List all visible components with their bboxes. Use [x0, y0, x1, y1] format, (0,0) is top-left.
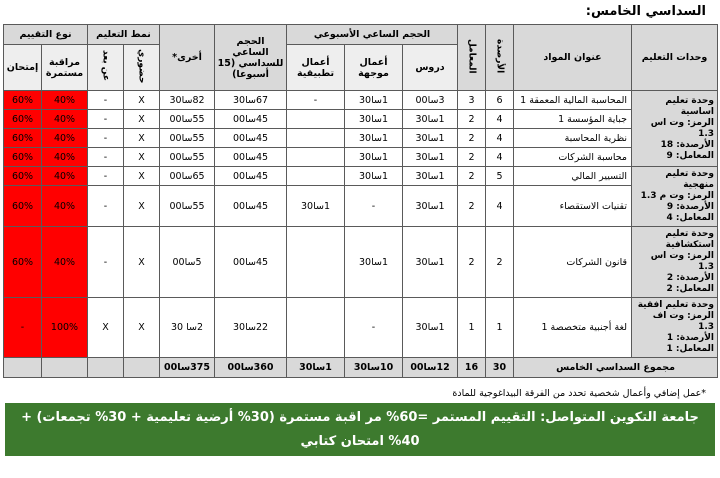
cell-pres: X [124, 298, 160, 358]
header-eval: نوع التقييم [4, 25, 88, 45]
table-row [4, 227, 718, 298]
cell-sem: 45سا00 [215, 186, 287, 227]
cell-tut: 1سا30 [345, 148, 403, 167]
header-credits: الأرصدة [494, 38, 505, 74]
total-other: 375سا00 [160, 358, 215, 378]
cell-tut: 1سا30 [345, 167, 403, 186]
cell-remote: X [88, 298, 124, 358]
cell-pres: X [124, 148, 160, 167]
cell-prac: - [287, 91, 345, 110]
cell-pres: X [124, 129, 160, 148]
cell-tut: 1سا30 [345, 227, 403, 298]
table-row [4, 298, 718, 358]
header-units: وحدات التعليم [632, 25, 718, 91]
header-presential: حضوري [136, 48, 147, 84]
cell-credits: 6 [486, 91, 514, 110]
total-label: مجموع السداسي الخامس [514, 358, 718, 378]
cell-credits: 2 [486, 227, 514, 298]
cell-sem: 45سا00 [215, 167, 287, 186]
cell-exam: 60% [4, 186, 42, 227]
cell-exam: 60% [4, 167, 42, 186]
cell-remote: - [88, 110, 124, 129]
cell-remote: - [88, 91, 124, 110]
cell-coef: 2 [458, 129, 486, 148]
cell-coef: 1 [458, 298, 486, 358]
header-remote: عن بعد [100, 50, 111, 82]
cell-pres: X [124, 227, 160, 298]
cell-sem: 22سا30 [215, 298, 287, 358]
cell-subject: لغة أجنبية متخصصة 1 [514, 298, 632, 358]
cell-prac [287, 227, 345, 298]
table-row [4, 91, 718, 110]
cell-other: 55سا00 [160, 186, 215, 227]
cell-subject: تقنيات الاستقصاء [514, 186, 632, 227]
cell-exam: 60% [4, 227, 42, 298]
cell-subject: المحاسبة المالية المعمقة 1 [514, 91, 632, 110]
banner-line-1: جامعة التكوين المتواصل: التقييم المستمر =60% مر اقبة مستمرة (30% أرضية تعليمية + 30% تجمعات) + 40% امتحان كتابي [21, 410, 699, 449]
cell-cont: 40% [42, 186, 88, 227]
header-practicals: أعمال تطبيقية [287, 45, 345, 91]
header-weekly: الحجم الساعي الأسبوعي [287, 25, 458, 45]
cell-prac [287, 298, 345, 358]
cell-credits: 4 [486, 186, 514, 227]
cell-pres: X [124, 186, 160, 227]
cell-credits: 4 [486, 129, 514, 148]
cell-other: 2سا 30 [160, 298, 215, 358]
cell-tut: 1سا30 [345, 129, 403, 148]
footnote: *عمل إضافي وأعمال شخصية تحدد من الفرقة البيداغوجية للمادة [452, 388, 706, 399]
cell-subject: جباية المؤسسة 1 [514, 110, 632, 129]
unit-label: وحدة تعليم استكشافية الرمز: وت اس 1.3 الأرصدة: 2 المعامل: 2 [632, 227, 718, 298]
cell-remote: - [88, 148, 124, 167]
total-lec: 12سا00 [403, 358, 458, 378]
unit-label: وحدة تعليم منهجية الرمز: وت م 1.3 الأرصدة: 9 المعامل: 4 [632, 167, 718, 227]
cell-tut: - [345, 298, 403, 358]
cell-credits: 1 [486, 298, 514, 358]
cell-coef: 3 [458, 91, 486, 110]
cell-tut: 1سا30 [345, 91, 403, 110]
cell-cont: 40% [42, 167, 88, 186]
cell-lec: 1سا30 [403, 148, 458, 167]
unit-label: وحدة تعليم اساسية الرمز: وت اس 1.3 الأرصدة: 18 المعامل: 9 [632, 91, 718, 167]
cell-coef: 2 [458, 227, 486, 298]
header-mode: نمط التعليم [88, 25, 160, 45]
banner-line-2: المواد غير الأساسية وغير التقنية 60% مر اقبة مستمرة (أرضية تعليمية) + 40% امتحان كتابي [63, 458, 657, 473]
cell-other: 55سا00 [160, 129, 215, 148]
header-exam: إمتحان [4, 45, 42, 91]
table-row [4, 167, 718, 186]
cell-prac [287, 148, 345, 167]
table-row [4, 129, 718, 148]
cell-remote: - [88, 227, 124, 298]
cell-sem: 45سا00 [215, 110, 287, 129]
cell-credits: 5 [486, 167, 514, 186]
total-coef: 16 [458, 358, 486, 378]
cell-prac [287, 167, 345, 186]
cell-lec: 1سا30 [403, 227, 458, 298]
cell-other: 82سا30 [160, 91, 215, 110]
cell-sem: 45سا00 [215, 227, 287, 298]
cell-sem: 67سا30 [215, 91, 287, 110]
header-other: أخرى* [160, 25, 215, 91]
cell-tut: 1سا30 [345, 110, 403, 129]
cell-credits: 4 [486, 148, 514, 167]
cell-exam: 60% [4, 91, 42, 110]
cell-pres: X [124, 110, 160, 129]
cell-lec: 1سا30 [403, 167, 458, 186]
cell-coef: 2 [458, 110, 486, 129]
cell-tut: - [345, 186, 403, 227]
curriculum-table [3, 24, 718, 378]
cell-lec: 1سا30 [403, 186, 458, 227]
cell-lec: 1سا30 [403, 110, 458, 129]
cell-subject: التسيير المالي [514, 167, 632, 186]
cell-sem: 45سا00 [215, 148, 287, 167]
cell-lec: 1سا30 [403, 298, 458, 358]
cell-remote: - [88, 186, 124, 227]
header-continuous: مراقبة مستمرة [42, 45, 88, 91]
cell-coef: 2 [458, 186, 486, 227]
total-prac: 1سا30 [287, 358, 345, 378]
cell-other: 5سا00 [160, 227, 215, 298]
cell-exam: - [4, 298, 42, 358]
cell-prac: 1سا30 [287, 186, 345, 227]
cell-exam: 60% [4, 148, 42, 167]
table-row [4, 110, 718, 129]
header-lectures: دروس [403, 45, 458, 91]
header-tutorials: أعمال موجهة [345, 45, 403, 91]
cell-lec: 3سا00 [403, 91, 458, 110]
cell-subject: نظرية المحاسبة [514, 129, 632, 148]
evaluation-banner [5, 403, 715, 473]
cell-other: 65سا00 [160, 167, 215, 186]
cell-subject: قانون الشركات [514, 227, 632, 298]
cell-exam: 60% [4, 110, 42, 129]
total-sem: 360سا00 [215, 358, 287, 378]
cell-remote: - [88, 129, 124, 148]
cell-pres: X [124, 91, 160, 110]
cell-cont: 40% [42, 129, 88, 148]
cell-other: 55سا00 [160, 148, 215, 167]
cell-cont: 100% [42, 298, 88, 358]
header-subjects: عنوان المواد [514, 25, 632, 91]
cell-exam: 60% [4, 129, 42, 148]
cell-pres: X [124, 167, 160, 186]
cell-remote: - [88, 167, 124, 186]
page-title: السداسي الخامس: [585, 4, 706, 19]
header-coefficient: المعامل [466, 38, 477, 74]
cell-coef: 2 [458, 148, 486, 167]
cell-prac [287, 110, 345, 129]
cell-cont: 40% [42, 110, 88, 129]
cell-cont: 40% [42, 91, 88, 110]
total-tut: 10سا30 [345, 358, 403, 378]
cell-cont: 40% [42, 148, 88, 167]
cell-credits: 4 [486, 110, 514, 129]
cell-cont: 40% [42, 227, 88, 298]
cell-lec: 1سا30 [403, 129, 458, 148]
cell-coef: 2 [458, 167, 486, 186]
cell-other: 55سا00 [160, 110, 215, 129]
header-semester-hours: الحجم الساعي للسداسي (15 أسبوعا) [215, 25, 287, 91]
unit-label: وحدة تعليم افقية الرمز: وت اف 1.3 الأرصدة: 1 المعامل: 1 [632, 298, 718, 358]
cell-prac [287, 129, 345, 148]
cell-subject: محاسبة الشركات [514, 148, 632, 167]
cell-sem: 45سا00 [215, 129, 287, 148]
total-credits: 30 [486, 358, 514, 378]
table-row [4, 148, 718, 167]
table-row [4, 186, 718, 227]
